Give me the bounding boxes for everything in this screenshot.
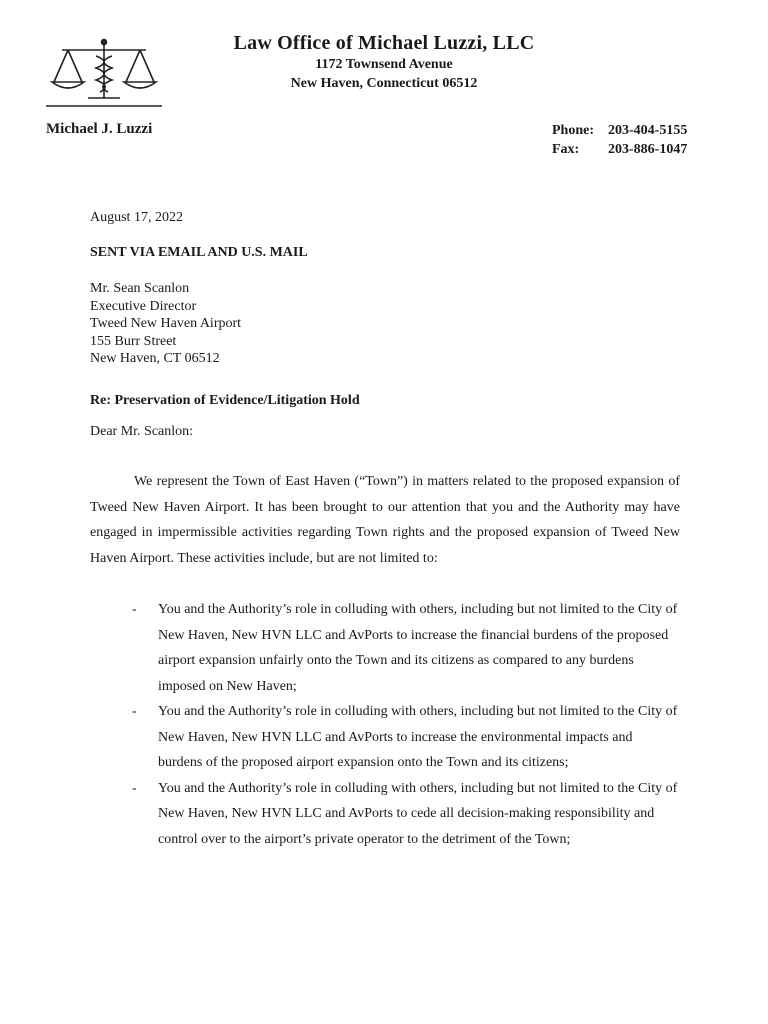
list-item-text: You and the Authority’s role in colluding with others, including but not limited to the City of New Haven, New HVN LLC and AvPorts to cede all decision-making responsibility and control over to the airport’s private operator to the detriment of the Town; xyxy=(158,780,678,847)
recipient-name: Mr. Sean Scanlon xyxy=(90,281,190,296)
fax-number: 203-886-1047 xyxy=(608,142,688,157)
letter-date: August 17, 2022 xyxy=(90,210,183,225)
recipient-address-block xyxy=(90,280,241,368)
attorney-name: Michael J. Luzzi xyxy=(46,121,153,137)
list-item xyxy=(132,699,680,776)
phone-label: Phone: xyxy=(552,123,594,138)
subject-line: Re: Preservation of Evidence/Litigation Hold xyxy=(90,393,360,408)
list-item-text: You and the Authority’s role in colluding with others, including but not limited to the City of New Haven, New HVN LLC and AvPorts to increase the financial burdens of the proposed airport expansion unfairly onto the Town and its citizens as compared to any burdens imposed on New Haven; xyxy=(158,602,678,694)
fax-contact xyxy=(552,142,687,158)
salutation: Dear Mr. Scanlon: xyxy=(90,424,194,439)
firm-name: Law Office of Michael Luzzi, LLC xyxy=(233,32,535,54)
activities-list xyxy=(132,597,680,852)
bullet-marker: - xyxy=(132,704,137,719)
fax-label: Fax: xyxy=(552,142,580,157)
bullet-marker: - xyxy=(132,780,137,796)
recipient-city: New Haven, CT 06512 xyxy=(90,351,220,366)
body-paragraph xyxy=(90,469,680,571)
list-item xyxy=(132,597,680,699)
bullet-marker: - xyxy=(132,602,137,617)
recipient-organization: Tweed New Haven Airport xyxy=(90,316,242,331)
list-item xyxy=(132,776,680,853)
firm-address-line1: 1172 Townsend Avenue xyxy=(315,57,453,72)
phone-number: 203-404-5155 xyxy=(608,123,688,138)
phone-contact xyxy=(552,123,687,139)
recipient-street: 155 Burr Street xyxy=(90,333,177,349)
recipient-title: Executive Director xyxy=(90,298,197,314)
firm-address-line2: New Haven, Connecticut 06512 xyxy=(290,76,478,91)
list-item-text: You and the Authority’s role in colluding with others, including but not limited to the City of New Haven, New HVN LLC and AvPorts to increase the environmental impacts and burdens of the proposed airport expansion onto the Town and its citizens; xyxy=(158,704,678,770)
paragraph-text: We represent the Town of East Haven (“Town”) in matters related to the proposed expansion of Tweed New Haven Airport. It has been brought to our attention that you and the Authority may have engaged in impermissible activities regarding Town rights and the proposed expansion of Tweed New Haven Airport. These activities include, but are not limited to: xyxy=(90,474,680,566)
delivery-method: SENT VIA EMAIL AND U.S. MAIL xyxy=(90,245,308,260)
